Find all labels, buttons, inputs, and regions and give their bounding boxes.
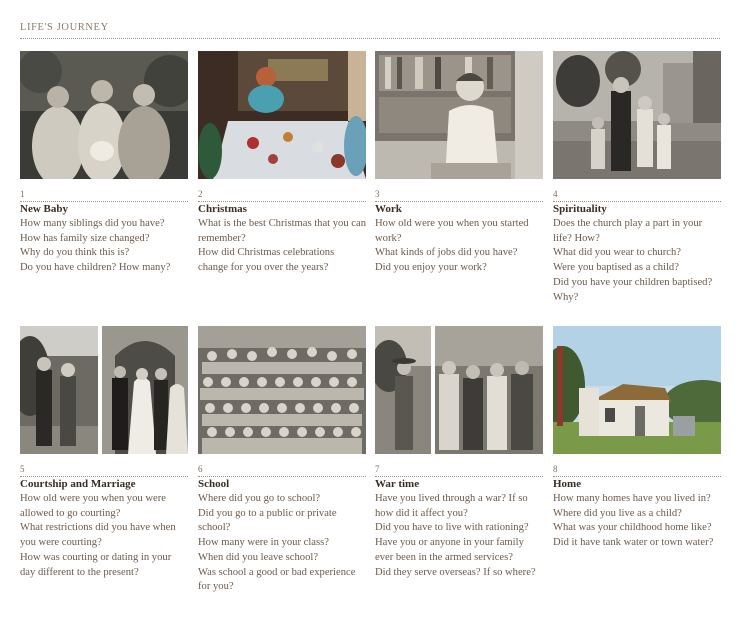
photo-war-time [375, 326, 543, 454]
question-list [375, 217, 543, 276]
card-number-line [198, 189, 366, 202]
photo-work [375, 51, 543, 179]
card-number: 8 [553, 464, 558, 474]
card-number-line [20, 189, 188, 202]
question-list [20, 217, 188, 276]
photo-school [198, 326, 366, 454]
question: Was school a good or bad experience for you? [198, 566, 356, 593]
card-number: 5 [20, 464, 25, 474]
question: Did it have tank water or town water? [553, 537, 714, 549]
photo-spirituality [553, 51, 721, 179]
question-list [375, 492, 543, 580]
question: Were you baptised as a child? [553, 262, 679, 274]
question: What was your childhood home like? [553, 522, 712, 534]
question: Did you enjoy your work? [375, 262, 487, 274]
card-number: 7 [375, 464, 380, 474]
photo-new-baby [20, 51, 188, 179]
card-number-line [553, 189, 721, 202]
question: Does the church play a part in your life? How? [553, 218, 703, 244]
card-number: 2 [198, 189, 203, 199]
card-number-line [553, 464, 721, 477]
question: How was courting or dating in your day different to the present? [20, 551, 172, 578]
question: What kinds of jobs did you have? [375, 247, 518, 259]
question: How did Christmas celebrations change for you over the years? [198, 247, 335, 274]
question: How old were you when you were allowed to go courting? [20, 493, 166, 519]
question-list [553, 492, 721, 551]
question: Did they serve overseas? If so where? [375, 566, 536, 578]
photo-courtship-and-marriage [20, 326, 188, 454]
question: When did you leave school? [198, 551, 319, 563]
question: How many were in your class? [198, 537, 329, 549]
card-title: Work [375, 203, 402, 215]
question: How old were you when you started work? [375, 218, 529, 244]
question-list [198, 492, 366, 595]
question-list [553, 217, 721, 305]
card-number-line [375, 464, 543, 477]
photo-home [553, 326, 721, 454]
card-number: 3 [375, 189, 380, 199]
card-title: School [198, 478, 230, 490]
question: Where did you go to school? [198, 493, 321, 504]
card-title: Christmas [198, 203, 247, 215]
section-header [20, 22, 720, 39]
card-title: Spirituality [553, 203, 607, 215]
question: Did you go to a public or private school? [198, 507, 337, 534]
card-number-line [20, 464, 188, 477]
card-title: Courtship and Marriage [20, 478, 136, 490]
question: What restrictions did you have when you were courting? [20, 522, 176, 549]
question: Did you have to live with rationing? [375, 522, 529, 534]
question: How has family size changed? [20, 232, 150, 244]
question: Did you have your children baptised? Why? [553, 276, 713, 303]
question: Have you or anyone in your family ever been in the armed services? [375, 537, 524, 563]
question: What is the best Christmas that you can remember? [198, 218, 366, 244]
question: Have you lived through a war? If so how did it affect you? [375, 493, 528, 519]
question: How many homes have you lived in? Where did you live as a child? [553, 493, 711, 519]
card-title: New Baby [20, 203, 68, 215]
question-list [198, 217, 366, 276]
card-number-line [198, 464, 366, 477]
card-number: 1 [20, 189, 25, 199]
card-title: War time [375, 478, 420, 490]
section-title: LIFE'S JOURNEY [20, 22, 109, 33]
question: How many siblings did you have? [20, 218, 165, 229]
photo-christmas [198, 51, 366, 179]
question-list [20, 492, 188, 580]
question: Why do you think this is? [20, 247, 130, 259]
card-number-line [375, 189, 543, 202]
card-number: 6 [198, 464, 203, 474]
card-title: Home [553, 478, 582, 490]
card-number: 4 [553, 189, 558, 199]
question: Do you have children? How many? [20, 262, 171, 274]
question: What did you wear to church? [553, 247, 681, 259]
